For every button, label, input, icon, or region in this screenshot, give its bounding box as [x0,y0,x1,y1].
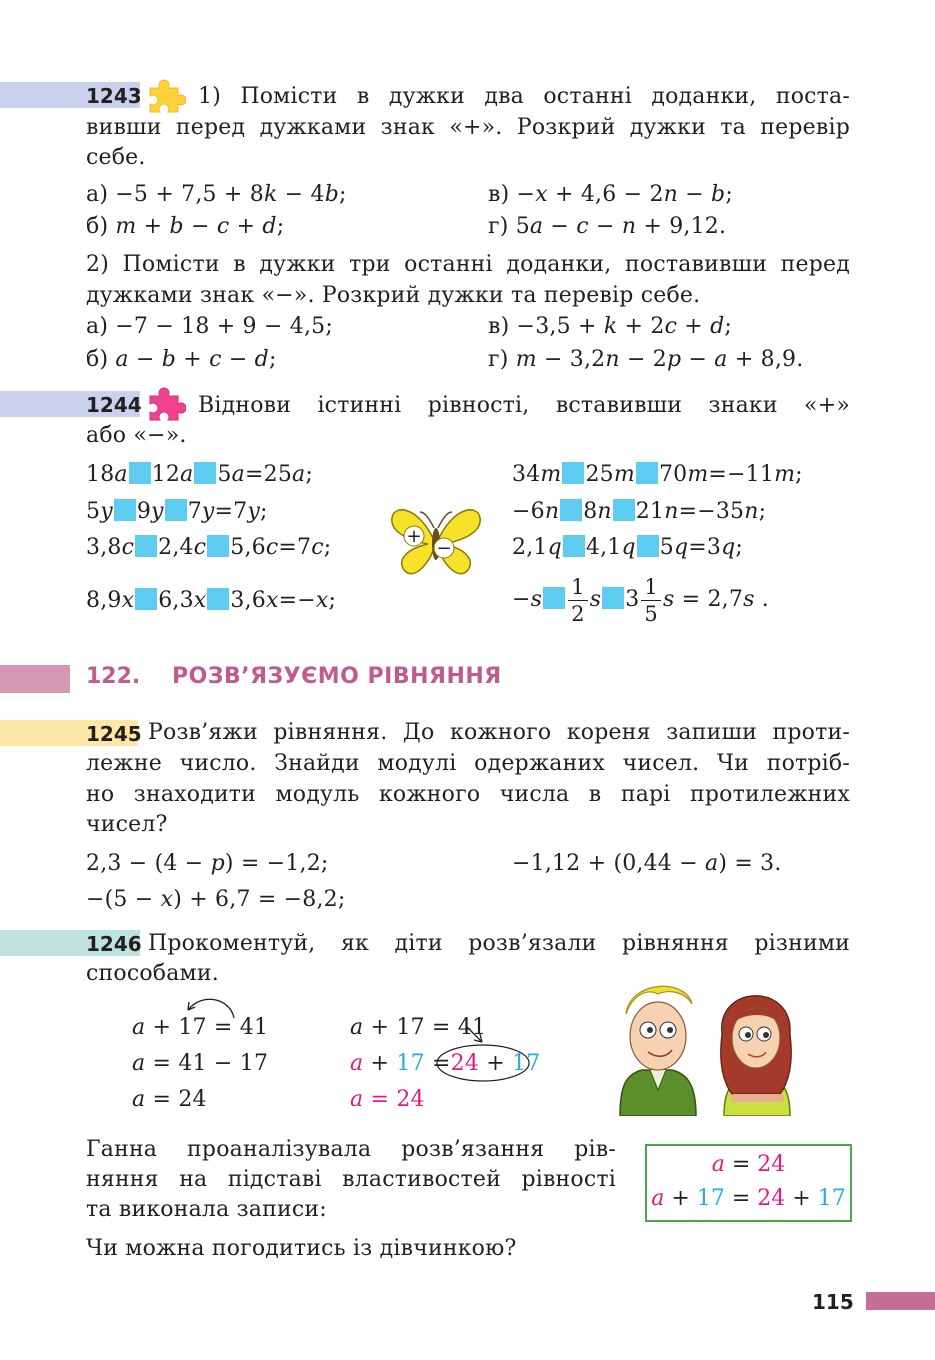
box-line-1: a = 24 [711,1152,786,1177]
ex1243-item-b: б) m + b − c + d; [86,214,285,239]
ex1243-part2-item-b: б) a − b + c − d; [86,347,277,372]
ex1245-eq-1: 2,3 − (4 − p) = −1,2; [86,851,329,876]
ex1243-item-v: в) −x + 4,6 − 2n − b; [488,182,733,207]
puzzle-piece-icon [146,76,186,114]
ex1246-right-line-2: a + 17 =24 + 17 [350,1051,541,1076]
ex1244-left-row-1: 18a 12a 5a=25a; [86,462,313,487]
ex1246-intro-line-2: способами. [86,961,219,986]
blank-square[interactable] [613,499,635,521]
ex1243-intro-line-2: вивши перед дужками знак «+». Розкрий дужки та перевір [86,115,850,140]
ex1244-right-row-4: −s $\frac{1}{2}$ s 3 $\frac{1}{5}$ s = 2,7s . [512,574,769,626]
butterfly-plus: + [406,526,422,547]
blank-square[interactable] [563,535,585,557]
fraction-one-half: $\frac{1}{2}$ [568,574,588,627]
ex1243-part2-line-1: 2) Помісти в дужки три останні доданки, поставивши перед [86,252,850,277]
ellipse-highlight [434,1042,532,1084]
blank-square[interactable] [194,462,216,484]
children-illustration [612,974,798,1116]
blank-square[interactable] [135,535,157,557]
blank-square[interactable] [543,587,565,609]
ex1245-eq-3: −(5 − x) + 6,7 = −8,2; [86,887,346,912]
ex1246-left-line-2: a = 41 − 17 [132,1051,269,1076]
ex1243-intro-line-1: 1) Помісти в дужки два останні доданки, поста- [198,84,850,109]
ex1243-part2-item-v: в) −3,5 + k + 2c + d; [488,314,733,339]
ex1244-right-row-1: 34m 25m 70m=−11m; [512,462,803,487]
ex1243-part2-line-2: дужками знак «−». Розкрий дужки та перевір себе. [86,283,701,308]
ex1246-right-line-3: a = 24 [350,1087,425,1112]
ex1246-text-line-1: Ганна проаналізувала розв’язання рів- [86,1137,616,1162]
exercise-1245-number: 1245 [86,722,142,746]
ex1246-text-line-2: няння на підставі властивостей рівності [86,1167,616,1192]
ex1243-intro-line-3: себе. [86,145,146,170]
ex1246-right-line-1: a + 17 = 41 [350,1015,487,1040]
ex1245-eq-2: −1,12 + (0,44 − a) = 3. [512,851,782,876]
blank-square[interactable] [602,587,624,609]
ex1244-left-row-4: 8,9x 6,3x 3,6x=−x; [86,588,337,613]
ex1243-item-g: г) 5a − c − n + 9,12. [488,214,727,239]
hanna-notes-box [645,1144,852,1222]
blank-square[interactable] [165,499,187,521]
ex1246-left-line-1: a + 17 = 41 [132,1015,269,1040]
ex1245-intro-line-4: чисел? [86,812,168,837]
ex1244-left-row-2: 5y 9y 7y=7y; [86,499,268,524]
puzzle-piece-icon [146,384,186,422]
ex1245-intro-line-3: но знаходити модуль кожного числа в парі протилежних [86,782,850,807]
exercise-1244-number: 1244 [86,393,142,417]
blank-square[interactable] [562,462,584,484]
ex1246-question: Чи можна погодитись із дівчинкою? [86,1236,517,1261]
blank-square[interactable] [135,588,157,610]
blank-square[interactable] [637,535,659,557]
exercise-1246-number: 1246 [86,932,142,956]
ex1243-item-a: а) −5 + 7,5 + 8k − 4b; [86,182,347,207]
ex1244-intro-line-2: або «−». [86,423,187,448]
blank-square[interactable] [114,499,136,521]
exercise-1243-number: 1243 [86,84,142,108]
section-number: 122. [86,664,141,689]
blank-square[interactable] [207,588,229,610]
fraction-one-fifth: $\frac{1}{5}$ [641,574,661,627]
blank-square[interactable] [636,462,658,484]
section-title: РОЗВ’ЯЗУЄМО РІВНЯННЯ [172,664,502,689]
blank-square[interactable] [207,535,229,557]
butterfly-minus: − [436,538,452,559]
ex1244-intro-line-1: Віднови істинні рівності, вставивши знаки «+» [198,393,850,418]
page-number: 115 [812,1290,854,1314]
blank-square[interactable] [560,499,582,521]
butterfly-illustration [388,500,484,582]
ex1244-right-row-3: 2,1q 4,1q 5q=3q; [512,535,744,560]
section-bar [0,665,70,693]
page-number-bar [866,1292,935,1310]
box-line-2: a + 17 = 24 + 17 [651,1186,846,1211]
ex1245-intro-line-1: Розв’яжи рівняння. До кожного кореня запиши проти- [148,720,850,745]
ex1246-left-line-3: a = 24 [132,1087,207,1112]
ex1245-intro-line-2: лежне число. Знайди модулі одержаних чисел. Чи потріб- [86,751,850,776]
ex1244-right-row-2: −6n 8n 21n=−35n; [512,499,767,524]
ex1244-left-row-3: 3,8c 2,4c 5,6c=7c; [86,535,332,560]
blank-square[interactable] [129,462,151,484]
ex1243-part2-item-g: г) m − 3,2n − 2p − a + 8,9. [488,347,804,372]
ex1246-intro-line-1: Прокоментуй, як діти розв’язали рівняння різними [148,931,850,956]
ex1246-text-line-3: та виконала записи: [86,1197,327,1222]
ex1243-part2-item-a: а) −7 − 18 + 9 − 4,5; [86,314,333,339]
